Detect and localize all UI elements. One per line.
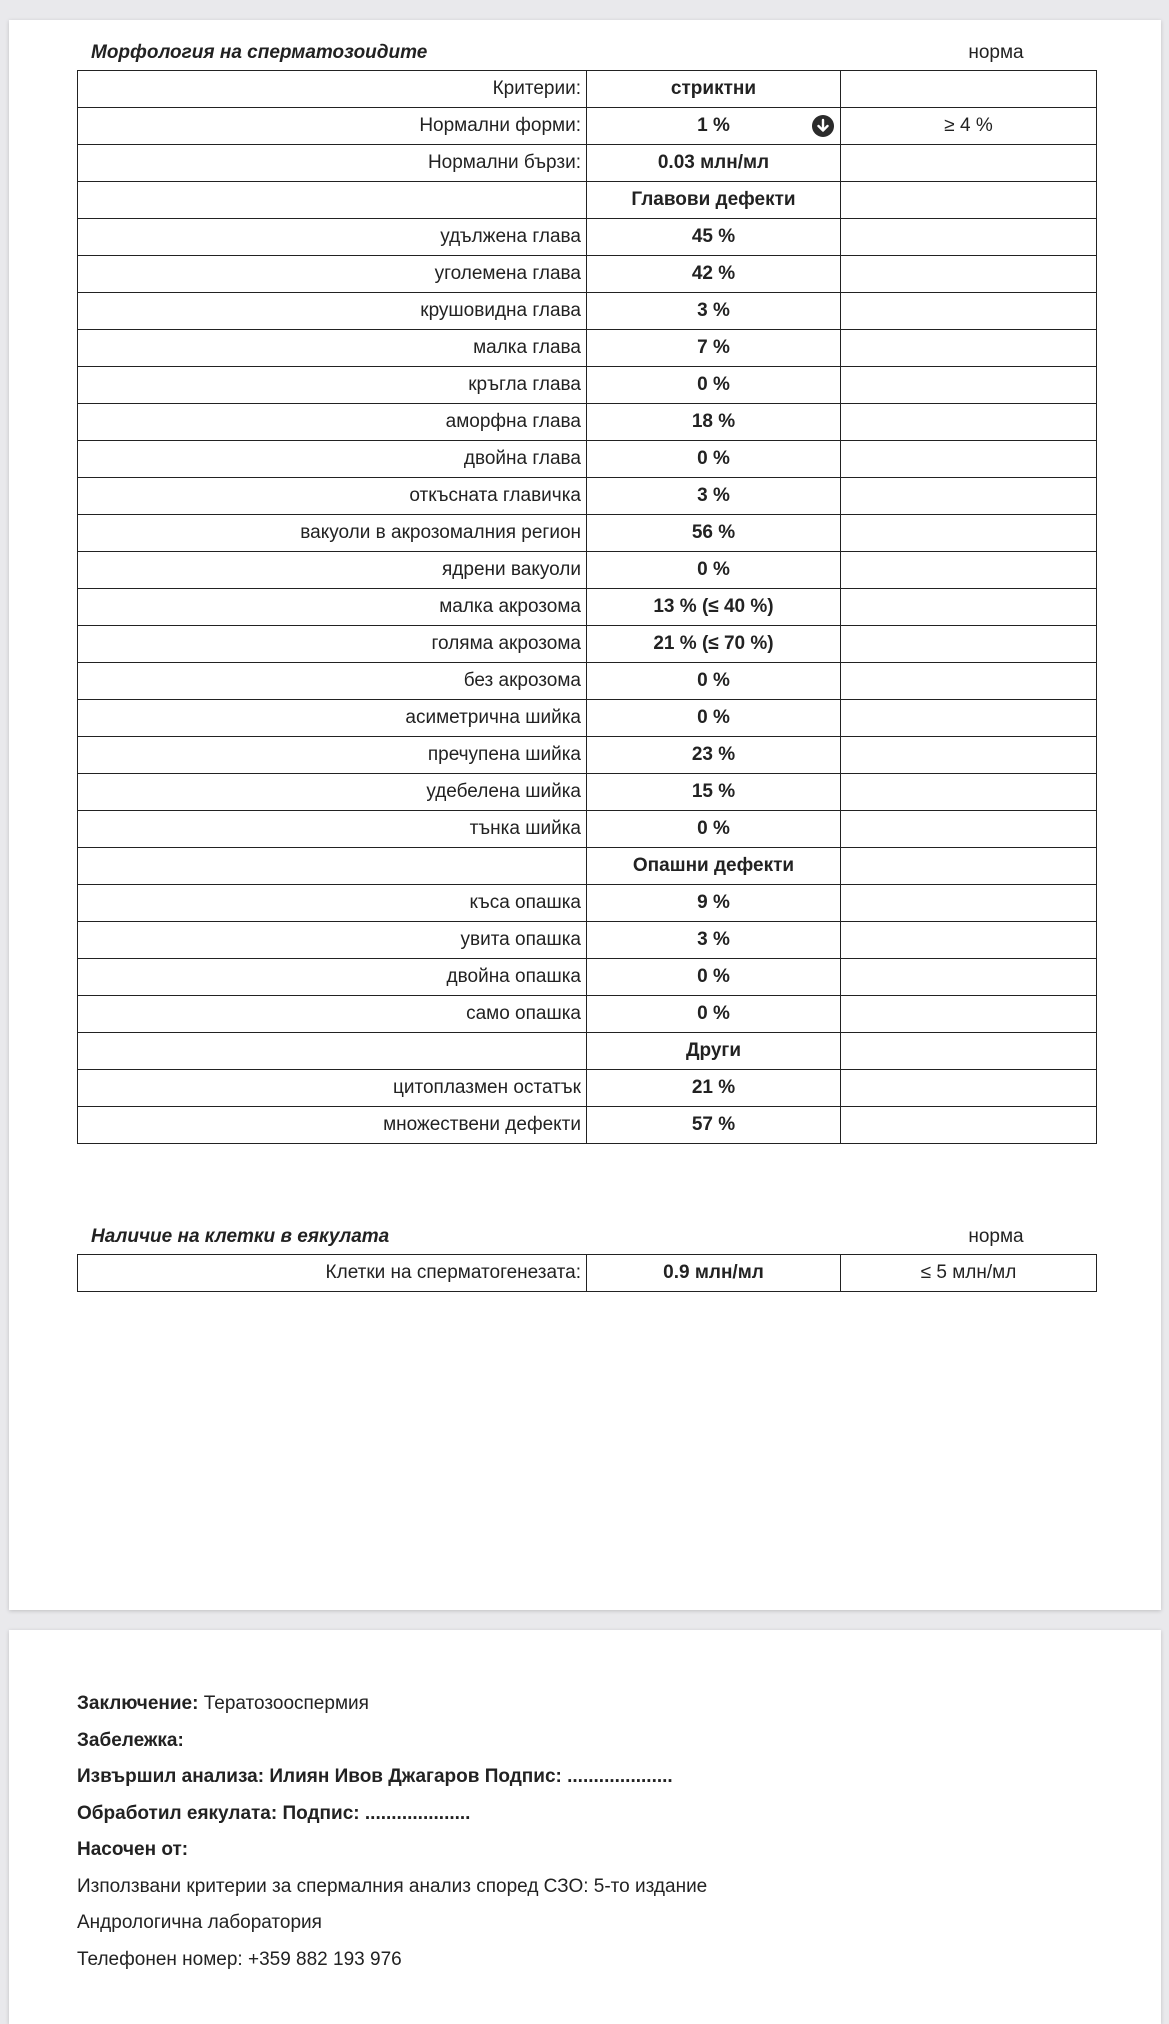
row-label	[78, 1033, 587, 1070]
row-label	[78, 182, 587, 219]
row-value: Главови дефекти	[631, 189, 796, 210]
row-value: 23 %	[691, 744, 736, 765]
row-norm	[841, 959, 1097, 996]
row-value-cell	[587, 404, 841, 441]
table-row	[78, 256, 1097, 293]
row-label: само опашка	[78, 996, 587, 1033]
row-norm	[841, 330, 1097, 367]
morphology-section-header	[81, 38, 1101, 66]
row-value-cell	[587, 1255, 841, 1292]
row-label: голяма акрозома	[78, 626, 587, 663]
conclusion-line	[77, 1686, 707, 1723]
row-value: 1 %	[697, 115, 730, 136]
row-value: 42 %	[691, 263, 736, 284]
cells-section-header	[81, 1222, 1101, 1250]
row-label: без акрозома	[78, 663, 587, 700]
row-value-cell	[587, 478, 841, 515]
table-row	[78, 404, 1097, 441]
table-row	[78, 367, 1097, 404]
row-norm	[841, 478, 1097, 515]
row-value-cell	[587, 996, 841, 1033]
table-row	[78, 108, 1097, 145]
row-label: Нормални форми:	[78, 108, 587, 145]
row-label: удължена глава	[78, 219, 587, 256]
table-row	[78, 1255, 1097, 1292]
row-label: къса опашка	[78, 885, 587, 922]
row-norm	[841, 1070, 1097, 1107]
row-value: 0 %	[697, 707, 730, 728]
lab-name: Андрологична лаборатория	[77, 1912, 322, 1933]
row-norm	[841, 922, 1097, 959]
conclusion-label: Заключение:	[77, 1693, 199, 1714]
row-value: 56 %	[691, 522, 736, 543]
row-label: откъсната главичка	[78, 478, 587, 515]
table-row	[78, 1033, 1097, 1070]
table-row	[78, 330, 1097, 367]
row-value-cell	[587, 515, 841, 552]
note-label: Забележка:	[77, 1729, 184, 1751]
row-value: 57 %	[691, 1114, 736, 1135]
row-label: малка акрозома	[78, 589, 587, 626]
table-row	[78, 922, 1097, 959]
row-value: 45 %	[691, 226, 736, 247]
row-value: 18 %	[691, 411, 736, 432]
row-label: малка глава	[78, 330, 587, 367]
cells-table	[77, 1254, 1097, 1292]
criteria-text: Използвани критерии за спермалния анализ според СЗО: 5-то издание	[77, 1875, 708, 1897]
table-row	[78, 811, 1097, 848]
row-value-cell	[587, 293, 841, 330]
cells-section-title: Наличие на клетки в еякулата	[91, 1226, 390, 1247]
row-label: вакуоли в акрозомалния регион	[78, 515, 587, 552]
row-norm	[841, 811, 1097, 848]
row-label: увита опашка	[78, 922, 587, 959]
row-value-cell	[587, 774, 841, 811]
row-label: удебелена шийка	[78, 774, 587, 811]
morphology-section-title: Морфология на сперматозоидите	[91, 42, 428, 63]
row-label: асиметрична шийка	[78, 700, 587, 737]
row-value-cell	[587, 626, 841, 663]
table-row	[78, 885, 1097, 922]
row-label: двойна опашка	[78, 959, 587, 996]
row-value-cell	[587, 737, 841, 774]
row-value-cell	[587, 885, 841, 922]
cells-norm-header: норма	[968, 1226, 1024, 1247]
table-row	[78, 626, 1097, 663]
row-value-cell	[587, 145, 841, 182]
row-norm	[841, 996, 1097, 1033]
row-norm	[841, 293, 1097, 330]
row-label: двойна глава	[78, 441, 587, 478]
row-norm	[841, 71, 1097, 108]
row-norm	[841, 1107, 1097, 1144]
morphology-norm-header: норма	[968, 42, 1024, 63]
table-row	[78, 71, 1097, 108]
report-footer	[77, 1686, 707, 1978]
row-norm	[841, 885, 1097, 922]
table-row	[78, 219, 1097, 256]
row-label: кръгла глава	[78, 367, 587, 404]
row-value: 0 %	[697, 818, 730, 839]
row-value: Други	[685, 1040, 742, 1061]
row-value-cell	[587, 922, 841, 959]
table-row	[78, 441, 1097, 478]
row-label: Критерии:	[78, 71, 587, 108]
report-page-1	[9, 20, 1161, 1610]
row-value: 0 %	[697, 559, 730, 580]
row-value-cell	[587, 441, 841, 478]
row-value-cell	[587, 552, 841, 589]
referred-by-label: Насочен от:	[77, 1839, 189, 1860]
row-value-cell	[587, 1070, 841, 1107]
row-norm: ≥ 4 %	[841, 108, 1097, 145]
table-row	[78, 589, 1097, 626]
row-norm	[841, 182, 1097, 219]
row-label	[78, 848, 587, 885]
table-row	[78, 478, 1097, 515]
row-value: 7 %	[697, 337, 730, 358]
row-label: множествени дефекти	[78, 1107, 587, 1144]
row-value: стриктни	[670, 78, 757, 99]
row-norm	[841, 737, 1097, 774]
phone-number: Телефонен номер: +359 882 193 976	[77, 1948, 402, 1970]
table-row	[78, 959, 1097, 996]
arrow-down-circle-icon	[812, 115, 834, 137]
row-norm	[841, 256, 1097, 293]
row-value: 0 %	[697, 966, 730, 987]
table-row	[78, 515, 1097, 552]
row-norm	[841, 1033, 1097, 1070]
row-norm	[841, 552, 1097, 589]
row-label: крушовидна глава	[78, 293, 587, 330]
row-value-cell	[587, 700, 841, 737]
table-row	[78, 663, 1097, 700]
table-row	[78, 774, 1097, 811]
table-row	[78, 700, 1097, 737]
row-value-cell	[587, 663, 841, 700]
row-norm	[841, 145, 1097, 182]
morphology-table	[77, 70, 1097, 1144]
row-value-cell	[587, 219, 841, 256]
performed-by-line: Извършил анализа: Илиян Ивов Джагаров Подпис: ....................	[77, 1766, 673, 1787]
row-value-cell	[587, 330, 841, 367]
row-norm	[841, 589, 1097, 626]
row-value: 0 %	[697, 374, 730, 395]
row-value-cell	[587, 811, 841, 848]
row-norm	[841, 404, 1097, 441]
table-row	[78, 293, 1097, 330]
row-value: 0 %	[697, 448, 730, 469]
row-norm	[841, 626, 1097, 663]
row-value-cell	[587, 1033, 841, 1070]
row-value: 21 %	[691, 1077, 736, 1098]
row-value: 0 %	[697, 670, 730, 691]
row-norm	[841, 774, 1097, 811]
row-norm	[841, 441, 1097, 478]
row-value-cell	[587, 1107, 841, 1144]
table-row	[78, 145, 1097, 182]
row-value: 3 %	[697, 485, 730, 506]
row-norm	[841, 663, 1097, 700]
row-label: цитоплазмен остатък	[78, 1070, 587, 1107]
row-value: 9 %	[697, 892, 730, 913]
table-row	[78, 1070, 1097, 1107]
table-row	[78, 1107, 1097, 1144]
row-value-cell	[587, 182, 841, 219]
row-label: уголемена глава	[78, 256, 587, 293]
row-label: Клетки на сперматогенезата:	[78, 1255, 587, 1292]
report-page-2	[9, 1630, 1161, 2024]
row-value: 0 %	[697, 1003, 730, 1024]
row-value: 3 %	[697, 300, 730, 321]
row-norm	[841, 848, 1097, 885]
row-value-cell	[587, 959, 841, 996]
row-norm: ≤ 5 млн/мл	[841, 1255, 1097, 1292]
row-value-cell	[587, 367, 841, 404]
table-row	[78, 737, 1097, 774]
row-value: 0.03 млн/мл	[657, 152, 770, 173]
row-value: 3 %	[697, 929, 730, 950]
row-norm	[841, 367, 1097, 404]
row-norm	[841, 700, 1097, 737]
row-value-cell	[587, 71, 841, 108]
row-value-cell	[587, 256, 841, 293]
table-row	[78, 996, 1097, 1033]
row-label: тънка шийка	[78, 811, 587, 848]
row-value: Опашни дефекти	[632, 855, 795, 876]
row-value: 0.9 млн/мл	[663, 1262, 764, 1283]
row-value: 21 % (≤ 70 %)	[653, 633, 774, 654]
row-label: Нормални бързи:	[78, 145, 587, 182]
row-norm	[841, 219, 1097, 256]
row-label: ядрени вакуоли	[78, 552, 587, 589]
table-row	[78, 848, 1097, 885]
table-row	[78, 552, 1097, 589]
row-norm	[841, 515, 1097, 552]
row-label: аморфна глава	[78, 404, 587, 441]
row-label: пречупена шийка	[78, 737, 587, 774]
row-value-cell	[587, 848, 841, 885]
row-value: 13 % (≤ 40 %)	[653, 596, 774, 617]
table-row	[78, 182, 1097, 219]
conclusion-value: Тератозооспермия	[203, 1693, 369, 1714]
row-value: 15 %	[691, 781, 736, 802]
row-value-cell	[587, 589, 841, 626]
row-value-cell	[587, 108, 841, 145]
processed-by-line: Обработил еякулата: Подпис: ....................	[77, 1802, 471, 1824]
